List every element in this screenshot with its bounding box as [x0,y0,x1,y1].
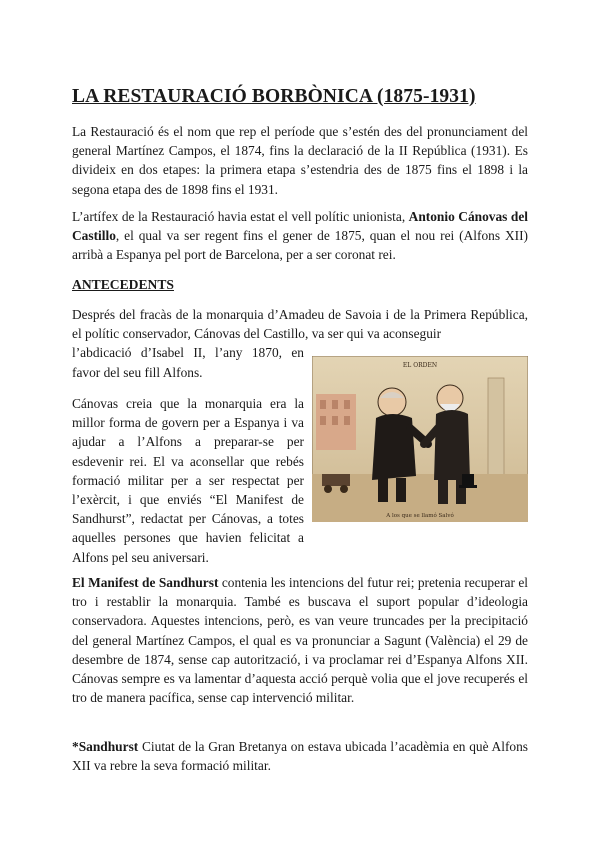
bold-manifest-title: El Manifest de Sandhurst [72,575,219,590]
antecedents-paragraph-2: Cánovas creia que la monarquia era la millor forma de govern per a Espanya i va ajudar a l’Alfons a preparar-se per esdevenir rei. El va aconsellar que rebés formació militar per a ser respectat per l’exèrcit, i que enviés “El Manifest de Sandhurst”, redactat per Cánovas, a totes aquelles persones que havien felicitat a Alfons pel seu aniversari. [72,396,304,565]
text-run: , el qual va ser regent fins el gener de 1875, quan el nou rei (Alfons XII) arribà a Espanya pel port de Barcelona, per a ser coronat rei. [72,228,528,263]
bold-sandhurst: *Sandhurst [72,739,139,754]
image-bottom-caption: A los que se llamó Salvó [386,513,454,519]
text-run: Ciutat de la Gran Bretanya on estava ubicada l’acadèmia en què Alfons XII va rebre la seva formació militar. [72,739,528,774]
bold-name-canovas: Antonio Cánovas del Castillo [72,209,528,244]
section-heading-antecedents: ANTECEDENTS [72,277,174,292]
intro-paragraph-2 [72,207,528,265]
footnote-paragraph [72,737,528,775]
image-top-caption: EL ORDEN [402,362,438,369]
intro-paragraph-1: La Restauració és el nom que rep el període que s’estén des del pronunciament del general Martínez Campos, el 1874, fins la declaració de la II República (1931). Es divideix en dos etapes: la primera etapa s’estendria des de 1875 fins el 1898 i la segona etapa des de 1898 fins el 1931. [72,124,528,197]
manifest-paragraph [72,573,528,707]
text-run: L’artífex de la Restauració havia estat el vell polític unionista, [72,209,409,224]
page-title: LA RESTAURACIÓ BORBÒNICA (1875-1931) [72,86,476,107]
antecedents-paragraph-1: Després del fracàs de la monarquia d’Amadeu de Savoia i de la Primera República, el polític conservador, Cánovas del Castillo, va ser qui va aconseguir l’abdicació d’Isabel II, l’any 1870, en favor del seu fill Alfons. [72,307,528,380]
historical-caricature-image [312,356,528,522]
text-run: contenia les intencions del futur rei; pretenia recuperar el tro i restablir la monarquia. També es buscava el suport popular d’ideologia conservadora. Aquestes intencions, però, es van veure truncades per la precipitació del general Martínez Campos, el qual es va pronunciar a Sagunt (València) el 29 de desembre de 1874, sense cap autorització, i va proclamar rei d’Espanya Alfons XII. Cánovas sempre es va lamentar d’aquesta acció perquè volia que el jove recuperés el tro de manera pacífica, sense cap intervenció militar. [72,575,528,706]
